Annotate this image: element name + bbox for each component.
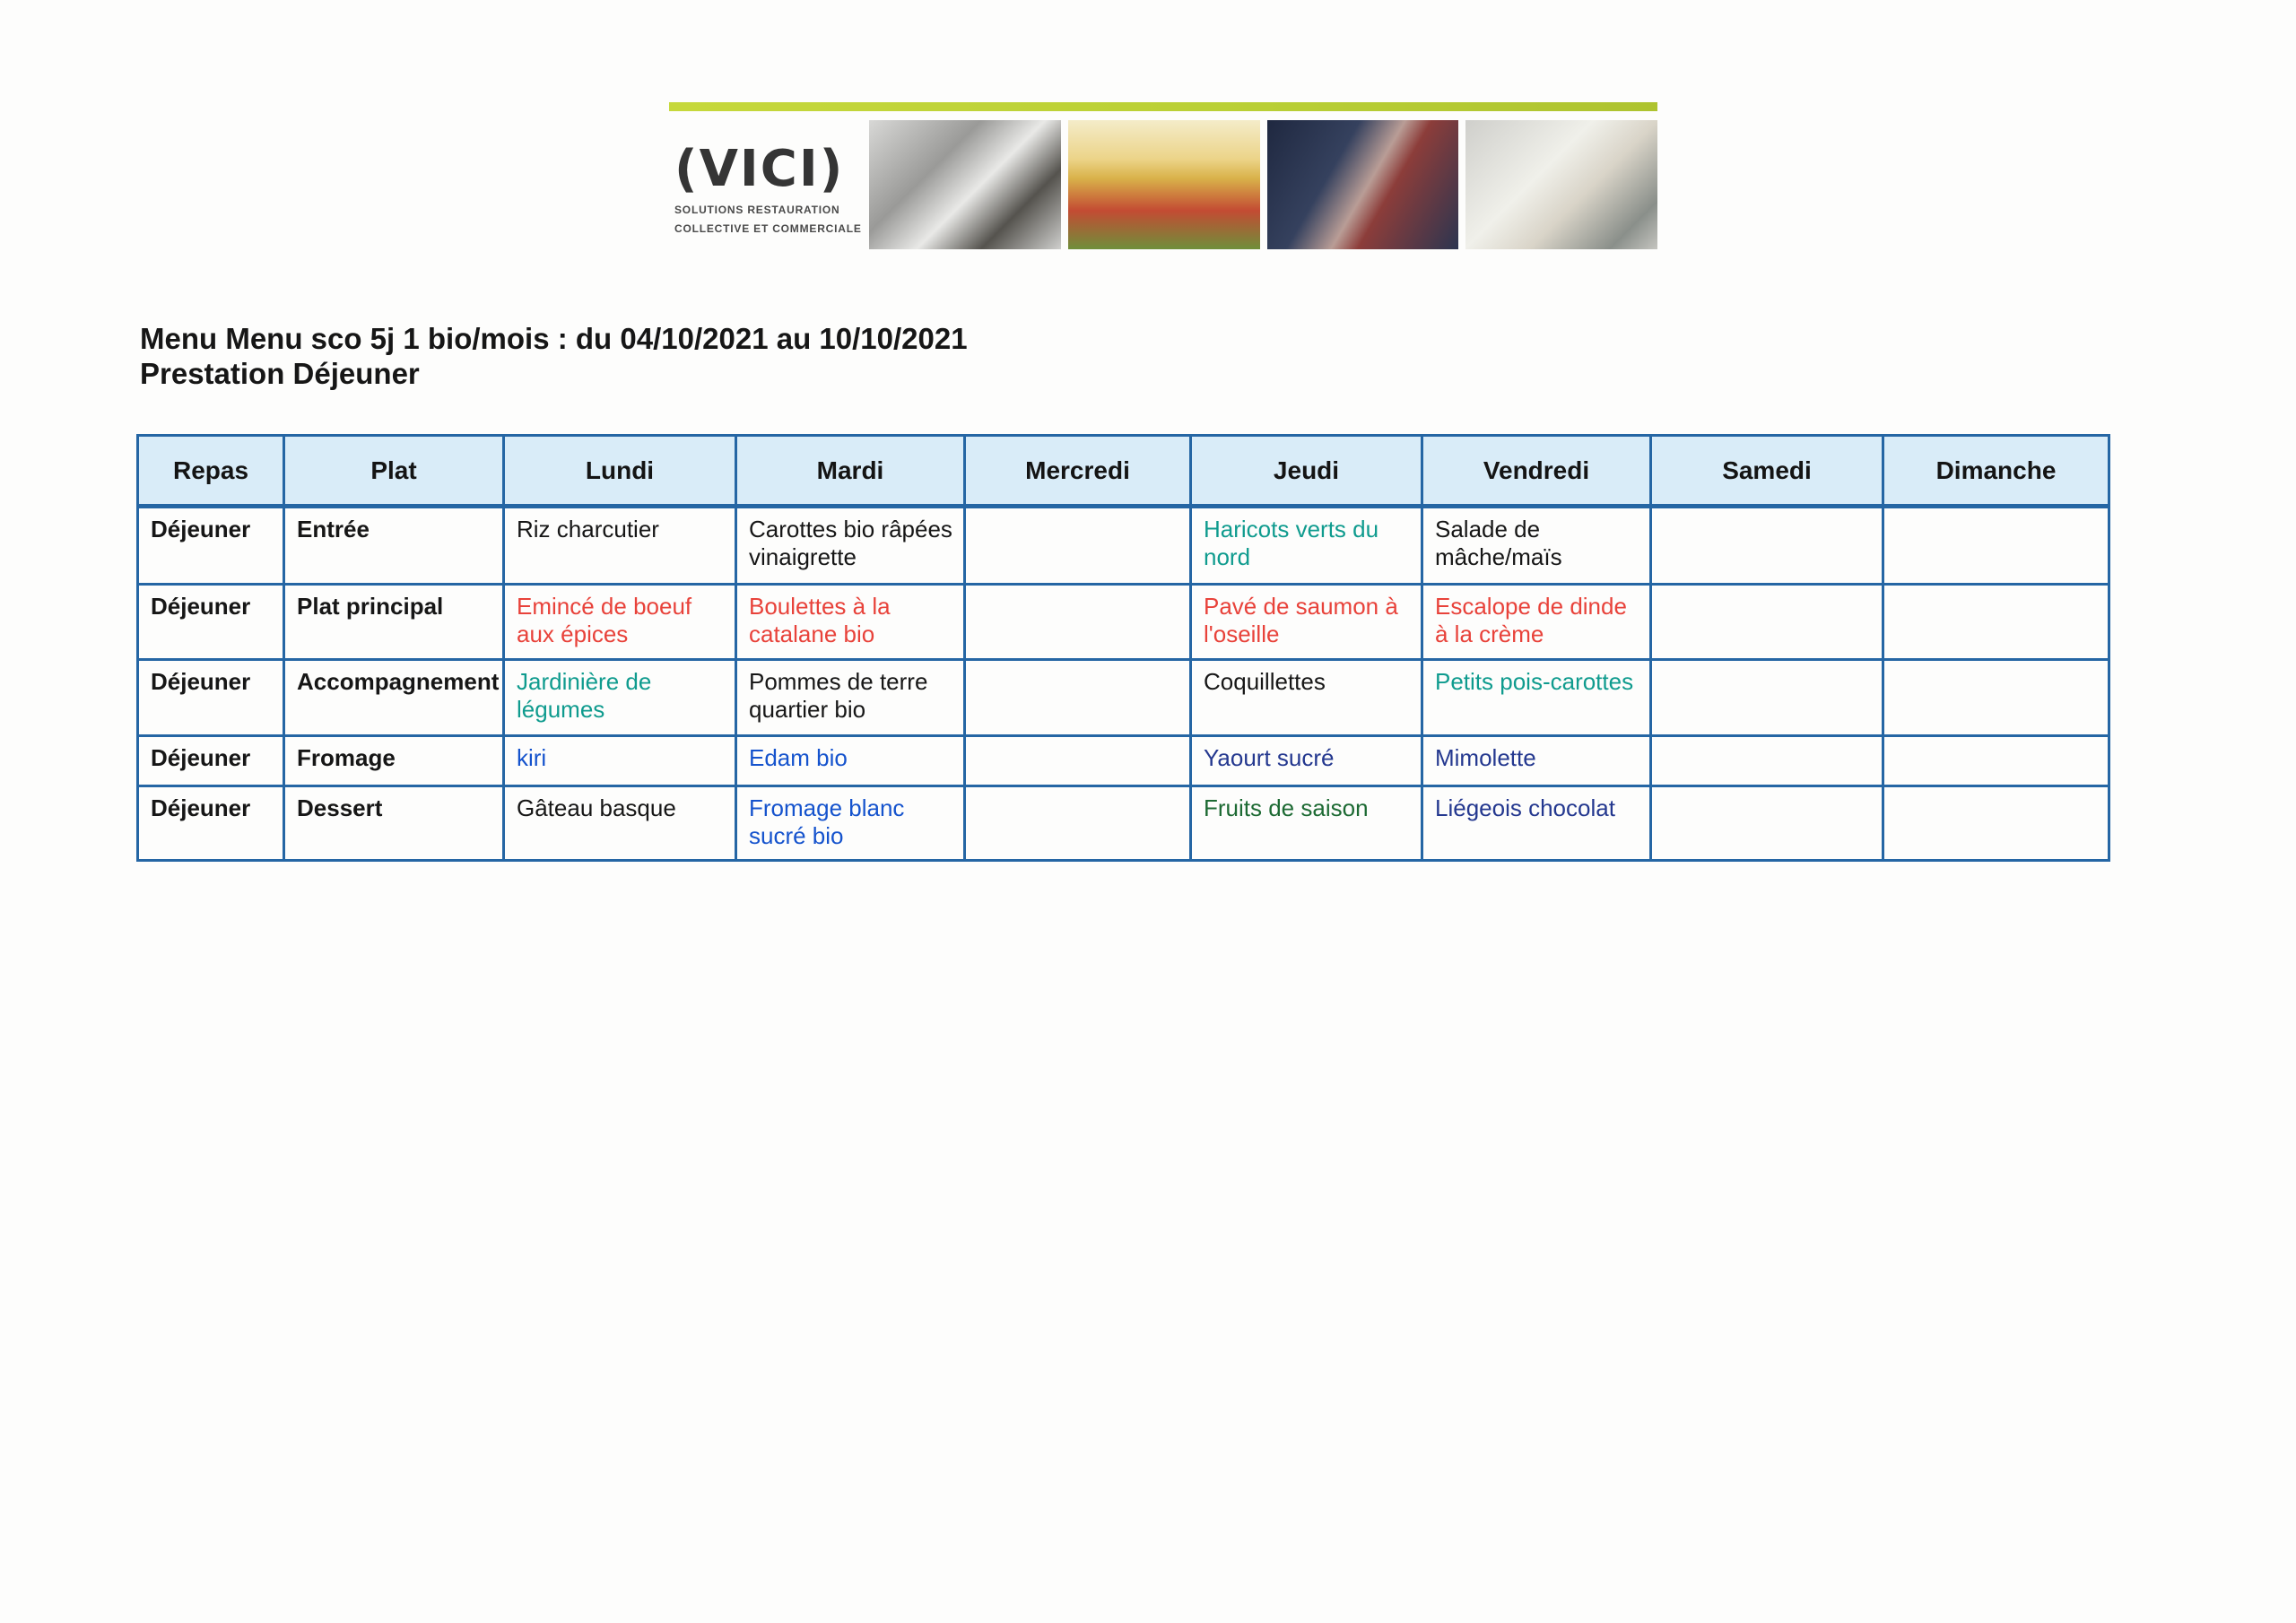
col-header-repas: Repas: [138, 436, 284, 507]
cell-entree-plat: Entrée: [284, 507, 504, 585]
cell-platprincipal-mercredi: [965, 585, 1191, 660]
cell-entree-repas: Déjeuner: [138, 507, 284, 585]
document-title-block: [140, 321, 968, 391]
cell-dessert-samedi: [1651, 786, 1883, 861]
cell-dessert-lundi: Gâteau basque: [504, 786, 736, 861]
col-header-lundi: Lundi: [504, 436, 736, 507]
cell-platprincipal-vendredi: Escalope de dinde à la crème: [1422, 585, 1651, 660]
logo-subtitle-line2: COLLECTIVE ET COMMERCIALE: [674, 222, 862, 235]
col-header-mardi: Mardi: [736, 436, 965, 507]
cell-entree-dimanche: [1883, 507, 2109, 585]
cell-accompagnement-plat: Accompagnement: [284, 660, 504, 736]
photo-chef-portrait: [1465, 120, 1657, 249]
cell-dessert-vendredi: Liégeois chocolat: [1422, 786, 1651, 861]
cell-platprincipal-repas: Déjeuner: [138, 585, 284, 660]
table-header-row: [138, 436, 2109, 507]
cell-fromage-lundi: kiri: [504, 736, 736, 786]
table-row-accompagnement: [138, 660, 2109, 736]
photo-restaurant-scene: [1267, 120, 1459, 249]
col-header-dimanche: Dimanche: [1883, 436, 2109, 507]
col-header-samedi: Samedi: [1651, 436, 1883, 507]
col-header-vendredi: Vendredi: [1422, 436, 1651, 507]
photo-kitchen-scene: [869, 120, 1061, 249]
cell-platprincipal-jeudi: Pavé de saumon à l'oseille: [1191, 585, 1422, 660]
menu-title: Menu Menu sco 5j 1 bio/mois : du 04/10/2021 au 10/10/2021: [140, 322, 968, 355]
photo-strip: [869, 120, 1657, 249]
cell-fromage-plat: Fromage: [284, 736, 504, 786]
cell-dessert-jeudi: Fruits de saison: [1191, 786, 1422, 861]
cell-fromage-mercredi: [965, 736, 1191, 786]
photo-salad-closeup: [1068, 120, 1260, 249]
cell-entree-mercredi: [965, 507, 1191, 585]
table-row-dessert: [138, 786, 2109, 861]
cell-fromage-dimanche: [1883, 736, 2109, 786]
cell-accompagnement-dimanche: [1883, 660, 2109, 736]
vici-logo: [674, 140, 865, 236]
table-row-plat-principal: [138, 585, 2109, 660]
cell-platprincipal-samedi: [1651, 585, 1883, 660]
cell-fromage-mardi: Edam bio: [736, 736, 965, 786]
cell-entree-lundi: Riz charcutier: [504, 507, 736, 585]
vici-logo-text: (VICI): [674, 140, 845, 198]
menu-subtitle: Prestation Déjeuner: [140, 357, 420, 390]
cell-accompagnement-mercredi: [965, 660, 1191, 736]
cell-entree-jeudi: Haricots verts du nord: [1191, 507, 1422, 585]
logo-header: [669, 100, 1657, 253]
cell-accompagnement-lundi: Jardinière de légumes: [504, 660, 736, 736]
cell-accompagnement-mardi: Pommes de terre quartier bio: [736, 660, 965, 736]
cell-dessert-mercredi: [965, 786, 1191, 861]
col-header-mercredi: Mercredi: [965, 436, 1191, 507]
cell-platprincipal-mardi: Boulettes à la catalane bio: [736, 585, 965, 660]
cell-fromage-jeudi: Yaourt sucré: [1191, 736, 1422, 786]
col-header-plat: Plat: [284, 436, 504, 507]
cell-dessert-mardi: Fromage blanc sucré bio: [736, 786, 965, 861]
cell-dessert-plat: Dessert: [284, 786, 504, 861]
cell-entree-mardi: Carottes bio râpées vinaigrette: [736, 507, 965, 585]
logo-subtitle-line1: SOLUTIONS RESTAURATION: [674, 204, 840, 216]
cell-platprincipal-plat: Plat principal: [284, 585, 504, 660]
cell-accompagnement-jeudi: Coquillettes: [1191, 660, 1422, 736]
cell-fromage-vendredi: Mimolette: [1422, 736, 1651, 786]
col-header-jeudi: Jeudi: [1191, 436, 1422, 507]
table-row-entree: [138, 507, 2109, 585]
cell-accompagnement-vendredi: Petits pois-carottes: [1422, 660, 1651, 736]
cell-platprincipal-dimanche: [1883, 585, 2109, 660]
cell-dessert-repas: Déjeuner: [138, 786, 284, 861]
cell-entree-samedi: [1651, 507, 1883, 585]
cell-accompagnement-repas: Déjeuner: [138, 660, 284, 736]
cell-fromage-repas: Déjeuner: [138, 736, 284, 786]
cell-accompagnement-samedi: [1651, 660, 1883, 736]
logo-accent-bar: [669, 102, 1657, 111]
cell-platprincipal-lundi: Emincé de boeuf aux épices: [504, 585, 736, 660]
table-row-fromage: [138, 736, 2109, 786]
cell-dessert-dimanche: [1883, 786, 2109, 861]
cell-fromage-samedi: [1651, 736, 1883, 786]
cell-entree-vendredi: Salade de mâche/maïs: [1422, 507, 1651, 585]
menu-table: [136, 434, 2110, 862]
